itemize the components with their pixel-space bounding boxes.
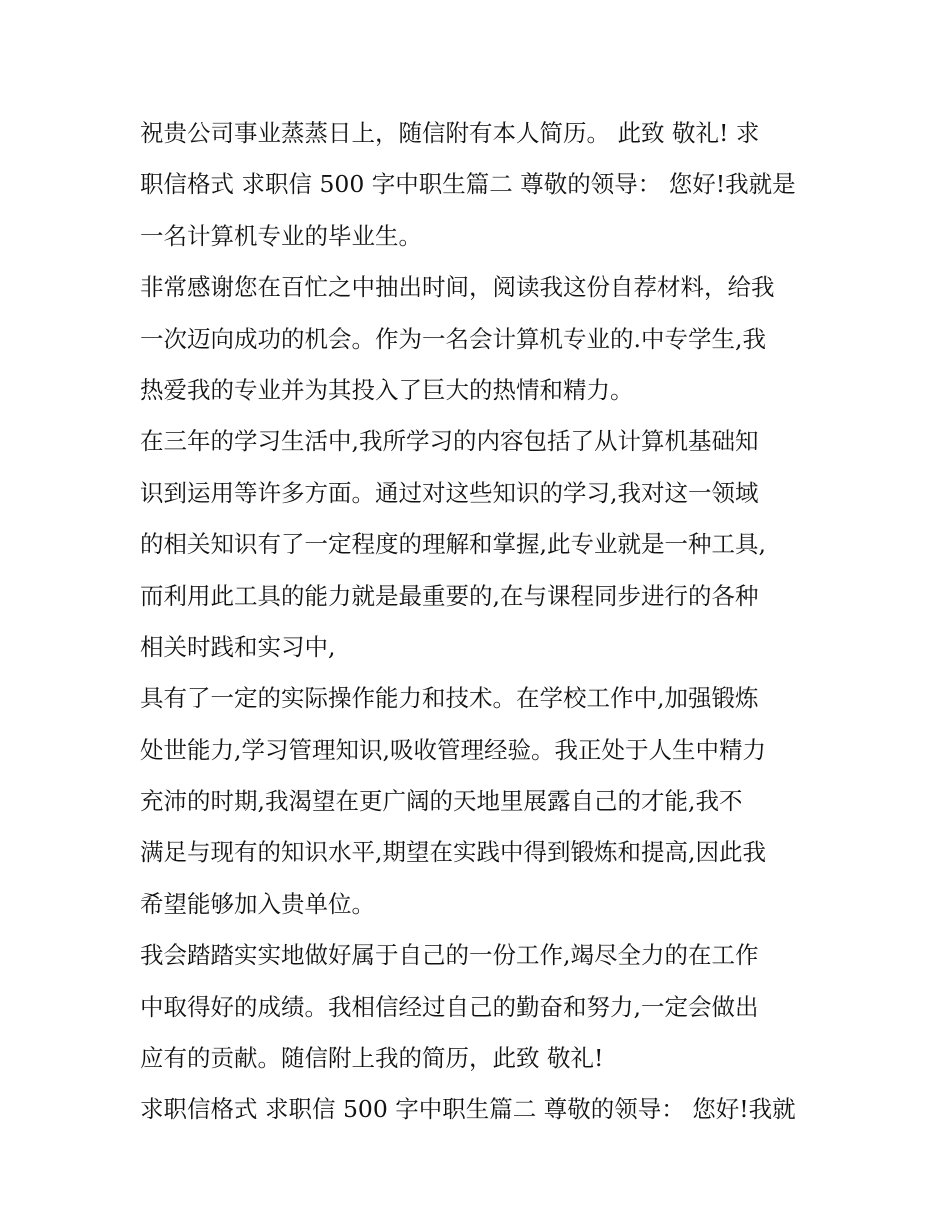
text-line-13: 处世能力,学习管理知识,吸收管理经验。我正处于人生中精力	[140, 735, 766, 764]
text-line-7: 在三年的学习生活中,我所学习的内容包括了从计算机基础知	[140, 427, 759, 456]
text-line-19: 应有的贡献。随信附上我的简历，此致 敬礼!	[140, 1044, 604, 1073]
text-line-11: 相关时践和实习中,	[140, 632, 336, 661]
text-line-5: 一次迈向成功的机会。作为一名会计算机专业的.中专学生,我	[140, 324, 766, 353]
text-line-16: 希望能够加入贵单位。	[140, 889, 375, 918]
text-line-20: 求职信格式 求职信 500 字中职生篇二 尊敬的领导： 您好!我就	[140, 1095, 796, 1124]
text-line-14: 充沛的时期,我渴望在更广阔的天地里展露自己的才能,我不	[140, 787, 743, 816]
text-line-4: 非常感谢您在百忙之中抽出时间，阅读我这份自荐材料，给我	[140, 273, 775, 302]
text-line-17: 我会踏踏实实地做好属于自己的一份工作,竭尽全力的在工作	[140, 941, 759, 970]
text-line-10: 而利用此工具的能力就是最重要的,在与课程同步进行的各种	[140, 581, 759, 610]
text-line-9: 的相关知识有了一定程度的理解和掌握,此专业就是一种工具,	[140, 530, 766, 559]
text-line-2: 职信格式 求职信 500 字中职生篇二 尊敬的领导： 您好!我就是	[140, 170, 796, 199]
text-line-15: 满足与现有的知识水平,期望在实践中得到锻炼和提高,因此我	[140, 838, 766, 867]
text-line-6: 热爱我的专业并为其投入了巨大的热情和精力。	[140, 375, 634, 404]
text-line-12: 具有了一定的实际操作能力和技术。在学校工作中,加强锻炼	[140, 684, 759, 713]
text-line-18: 中取得好的成绩。我相信经过自己的勤奋和努力,一定会做出	[140, 992, 759, 1021]
text-line-1: 祝贵公司事业蒸蒸日上，随信附有本人简历。 此致 敬礼! 求	[140, 119, 760, 147]
text-line-3: 一名计算机专业的毕业生。	[140, 221, 422, 250]
document-body	[140, 108, 830, 1136]
text-line-8: 识到运用等许多方面。通过对这些知识的学习,我对这一领域	[140, 478, 759, 507]
